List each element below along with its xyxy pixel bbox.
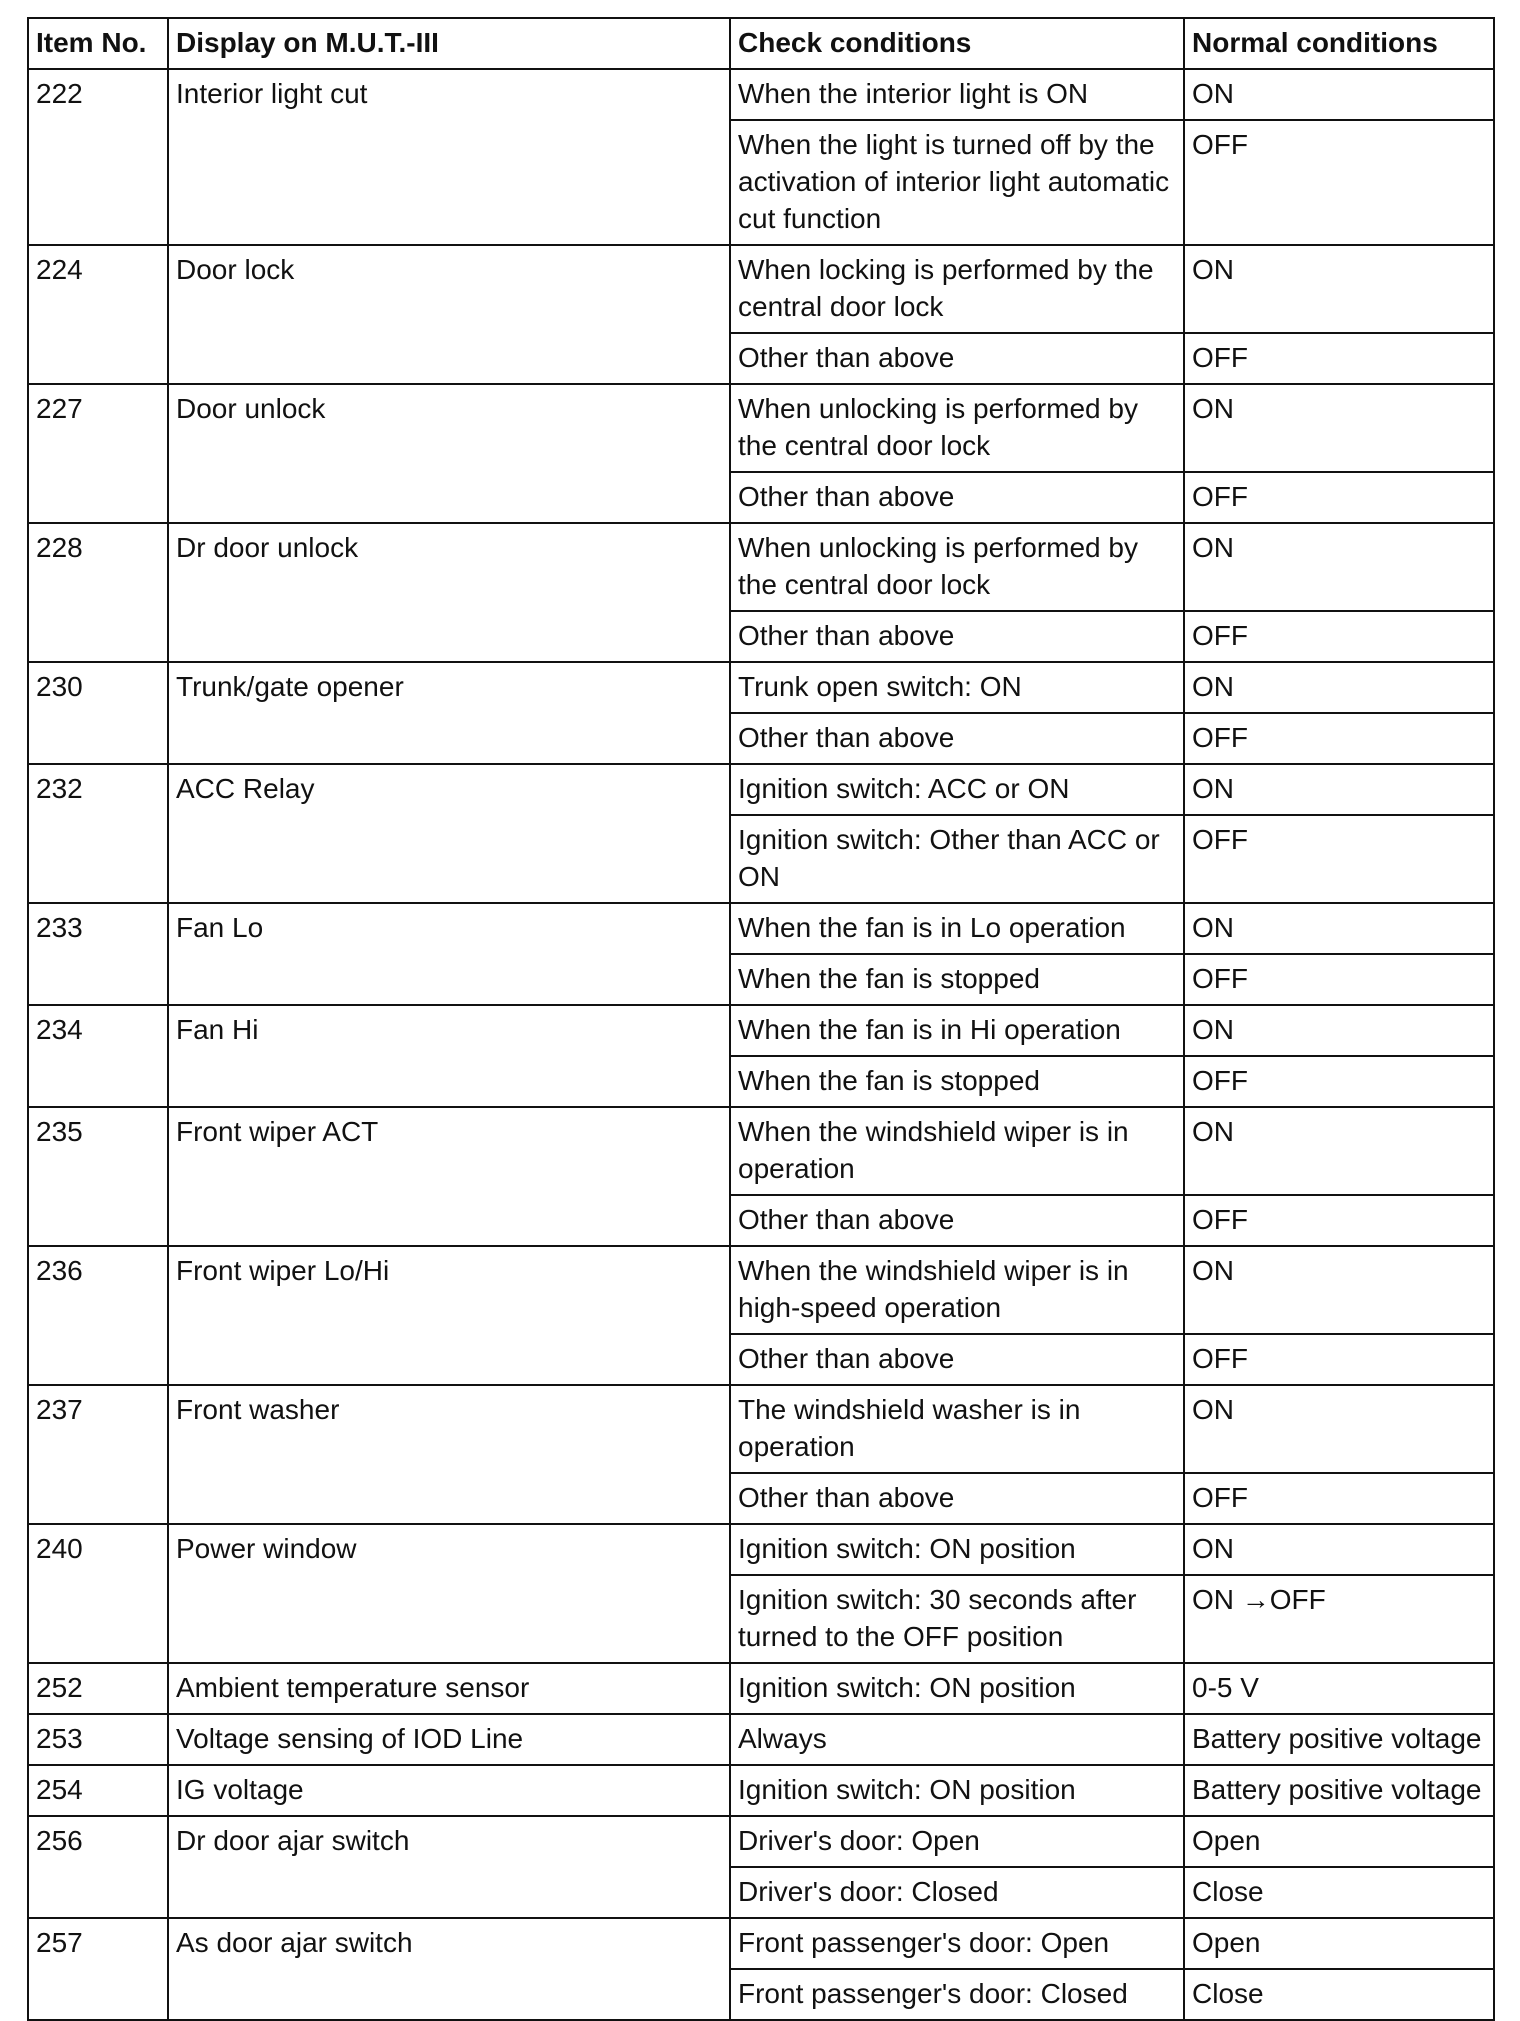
normal-condition-cell: OFF (1184, 1334, 1494, 1385)
table-row (28, 384, 1494, 472)
table-body (28, 69, 1494, 2020)
table-row (28, 662, 1494, 713)
check-condition-cell: Other than above (730, 472, 1184, 523)
header-normal-conditions: Normal conditions (1184, 18, 1494, 69)
check-condition-cell: Ignition switch: ON position (730, 1663, 1184, 1714)
table-row (28, 69, 1494, 120)
check-condition-cell: When locking is performed by the central door lock (730, 245, 1184, 333)
normal-condition-cell: OFF (1184, 333, 1494, 384)
normal-condition-cell: ON (1184, 1524, 1494, 1575)
display-name-cell: Front wiper Lo/Hi (168, 1246, 730, 1385)
normal-condition-cell: ON (1184, 1246, 1494, 1334)
normal-condition-cell: OFF (1184, 120, 1494, 245)
display-name-cell: Trunk/gate opener (168, 662, 730, 764)
check-condition-cell: Ignition switch: 30 seconds after turned to the OFF position (730, 1575, 1184, 1663)
header-row (28, 18, 1494, 69)
check-condition-cell: Driver's door: Open (730, 1816, 1184, 1867)
display-name-cell: ACC Relay (168, 764, 730, 903)
check-condition-cell: When unlocking is performed by the central door lock (730, 384, 1184, 472)
normal-condition-cell: ON (1184, 662, 1494, 713)
normal-condition-cell: ON (1184, 1107, 1494, 1195)
normal-condition-cell: ON (1184, 903, 1494, 954)
table-row (28, 1524, 1494, 1575)
table-row (28, 1107, 1494, 1195)
check-condition-cell: Other than above (730, 713, 1184, 764)
item-number-cell: 230 (28, 662, 168, 764)
check-condition-cell: Front passenger's door: Open (730, 1918, 1184, 1969)
check-condition-cell: Other than above (730, 1195, 1184, 1246)
check-condition-cell: When unlocking is performed by the central door lock (730, 523, 1184, 611)
normal-condition-cell: ON (1184, 1385, 1494, 1473)
display-name-cell: Power window (168, 1524, 730, 1663)
check-condition-cell: When the fan is stopped (730, 954, 1184, 1005)
normal-condition-cell: OFF (1184, 1056, 1494, 1107)
check-condition-cell: Always (730, 1714, 1184, 1765)
header-display: Display on M.U.T.-III (168, 18, 730, 69)
normal-condition-cell: ON (1184, 69, 1494, 120)
normal-condition-cell: ON (1184, 384, 1494, 472)
normal-condition-cell: OFF (1184, 1195, 1494, 1246)
table-row (28, 1714, 1494, 1765)
item-number-cell: 240 (28, 1524, 168, 1663)
table-row (28, 1246, 1494, 1334)
item-number-cell: 235 (28, 1107, 168, 1246)
table-row (28, 523, 1494, 611)
item-number-cell: 236 (28, 1246, 168, 1385)
item-number-cell: 237 (28, 1385, 168, 1524)
table-row (28, 764, 1494, 815)
check-condition-cell: When the interior light is ON (730, 69, 1184, 120)
item-number-cell: 222 (28, 69, 168, 245)
check-condition-cell: Ignition switch: ON position (730, 1765, 1184, 1816)
display-name-cell: Fan Hi (168, 1005, 730, 1107)
item-number-cell: 234 (28, 1005, 168, 1107)
normal-condition-cell: OFF (1184, 1473, 1494, 1524)
normal-condition-cell: ON →OFF (1184, 1575, 1494, 1663)
table-row (28, 1005, 1494, 1056)
check-condition-cell: When the fan is in Hi operation (730, 1005, 1184, 1056)
normal-condition-cell: OFF (1184, 472, 1494, 523)
item-number-cell: 256 (28, 1816, 168, 1918)
normal-condition-cell: Open (1184, 1918, 1494, 1969)
normal-condition-cell: ON (1184, 245, 1494, 333)
item-number-cell: 224 (28, 245, 168, 384)
check-condition-cell: Other than above (730, 333, 1184, 384)
normal-condition-cell: OFF (1184, 611, 1494, 662)
normal-condition-cell: OFF (1184, 713, 1494, 764)
display-name-cell: Ambient temperature sensor (168, 1663, 730, 1714)
diagnostic-data-table (27, 17, 1495, 2021)
normal-condition-cell: Close (1184, 1969, 1494, 2020)
check-condition-cell: When the fan is in Lo operation (730, 903, 1184, 954)
table-row (28, 1816, 1494, 1867)
check-condition-cell: Other than above (730, 611, 1184, 662)
table-row (28, 1765, 1494, 1816)
item-number-cell: 228 (28, 523, 168, 662)
display-name-cell: Front wiper ACT (168, 1107, 730, 1246)
check-condition-cell: Ignition switch: ON position (730, 1524, 1184, 1575)
display-name-cell: Dr door unlock (168, 523, 730, 662)
check-condition-cell: Trunk open switch: ON (730, 662, 1184, 713)
item-number-cell: 254 (28, 1765, 168, 1816)
display-name-cell: Voltage sensing of IOD Line (168, 1714, 730, 1765)
table-row (28, 245, 1494, 333)
normal-condition-cell: Battery positive voltage (1184, 1765, 1494, 1816)
check-condition-cell: Ignition switch: ACC or ON (730, 764, 1184, 815)
check-condition-cell: Other than above (730, 1473, 1184, 1524)
normal-condition-cell: OFF (1184, 954, 1494, 1005)
table-row (28, 1663, 1494, 1714)
display-name-cell: Dr door ajar switch (168, 1816, 730, 1918)
table-row (28, 1385, 1494, 1473)
display-name-cell: Front washer (168, 1385, 730, 1524)
header-check-conditions: Check conditions (730, 18, 1184, 69)
normal-condition-cell: Battery positive voltage (1184, 1714, 1494, 1765)
item-number-cell: 253 (28, 1714, 168, 1765)
display-name-cell: As door ajar switch (168, 1918, 730, 2020)
normal-condition-cell: 0-5 V (1184, 1663, 1494, 1714)
item-number-cell: 252 (28, 1663, 168, 1714)
header-item-no: Item No. (28, 18, 168, 69)
item-number-cell: 227 (28, 384, 168, 523)
table-row (28, 1918, 1494, 1969)
normal-condition-cell: ON (1184, 764, 1494, 815)
display-name-cell: Door unlock (168, 384, 730, 523)
display-name-cell: IG voltage (168, 1765, 730, 1816)
check-condition-cell: The windshield washer is in operation (730, 1385, 1184, 1473)
normal-condition-cell: OFF (1184, 815, 1494, 903)
item-number-cell: 233 (28, 903, 168, 1005)
display-name-cell: Interior light cut (168, 69, 730, 245)
check-condition-cell: Front passenger's door: Closed (730, 1969, 1184, 2020)
check-condition-cell: When the light is turned off by the activation of interior light automatic cut function (730, 120, 1184, 245)
normal-condition-cell: Open (1184, 1816, 1494, 1867)
item-number-cell: 232 (28, 764, 168, 903)
check-condition-cell: When the fan is stopped (730, 1056, 1184, 1107)
display-name-cell: Door lock (168, 245, 730, 384)
normal-condition-cell: ON (1184, 1005, 1494, 1056)
check-condition-cell: Ignition switch: Other than ACC or ON (730, 815, 1184, 903)
normal-condition-cell: ON (1184, 523, 1494, 611)
check-condition-cell: Other than above (730, 1334, 1184, 1385)
check-condition-cell: Driver's door: Closed (730, 1867, 1184, 1918)
item-number-cell: 257 (28, 1918, 168, 2020)
check-condition-cell: When the windshield wiper is in high-speed operation (730, 1246, 1184, 1334)
display-name-cell: Fan Lo (168, 903, 730, 1005)
table-row (28, 903, 1494, 954)
check-condition-cell: When the windshield wiper is in operation (730, 1107, 1184, 1195)
normal-condition-cell: Close (1184, 1867, 1494, 1918)
